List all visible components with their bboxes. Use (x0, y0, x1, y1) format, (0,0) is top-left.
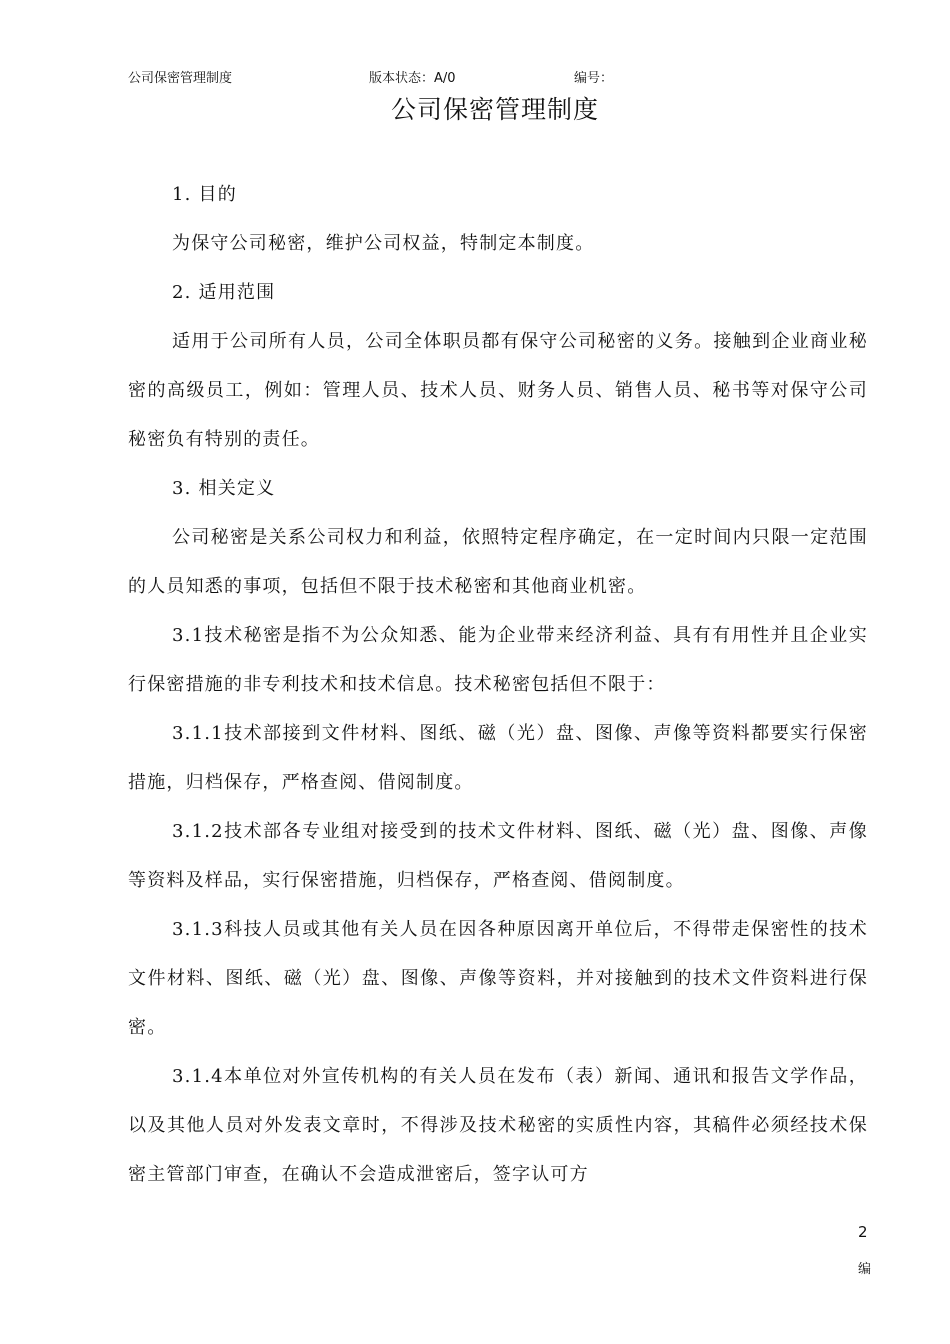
page-number: 2 (858, 1223, 868, 1241)
section-heading-definitions: 3. 相关定义 (172, 478, 276, 499)
paragraph-3-1-2: 3.1.2技术部各专业组对接受到的技术文件材料、图纸、磁（光）盘、图像、声像等资料及样品，实行保密措施，归档保存，严格查阅、借阅制度。 (128, 821, 868, 891)
page-header (128, 69, 828, 89)
paragraph-3-1-1: 3.1.1技术部接到文件材料、图纸、磁（光）盘、图像、声像等资料都要实行保密措施，归档保存，严格查阅、借阅制度。 (128, 723, 868, 793)
footer-text: 编 (858, 1262, 872, 1277)
paragraph-3-1-3: 3.1.3科技人员或其他有关人员在因各种原因离开单位后，不得带走保密性的技术文件材料、图纸、磁（光）盘、图像、声像等资料，并对接触到的技术文件资料进行保密。 (128, 919, 868, 1038)
document-title: 公司保密管理制度 (390, 95, 599, 124)
header-number-label: 编号： (574, 71, 614, 86)
paragraph-3-1-technical-secret: 3.1技术秘密是指不为公众知悉、能为企业带来经济利益、具有有用性并且企业实行保密措施的非专利技术和技术信息。技术秘密包括但不限于： (128, 625, 868, 695)
header-version-status: 版本状态：A/0 (369, 71, 456, 86)
header-document-name: 公司保密管理制度 (128, 71, 233, 86)
section-heading-scope: 2. 适用范围 (172, 282, 276, 303)
paragraph-3-1-4: 3.1.4本单位对外宣传机构的有关人员在发布（表）新闻、通讯和报告文学作品，以及其他人员对外发表文章时，不得涉及技术秘密的实质性内容，其稿件必须经技术保密主管部门审查，在确认不会造成泄密后，签字认可方 (128, 1066, 868, 1185)
paragraph-scope: 适用于公司所有人员，公司全体职员都有保守公司秘密的义务。接触到企业商业秘密的高级员工，例如：管理人员、技术人员、财务人员、销售人员、秘书等对保守公司秘密负有特别的责任。 (128, 331, 868, 450)
document-body (128, 170, 868, 1199)
paragraph-definition-company-secret: 公司秘密是关系公司权力和利益，依照特定程序确定，在一定时间内只限一定范围的人员知悉的事项，包括但不限于技术秘密和其他商业机密。 (128, 527, 868, 597)
paragraph-purpose: 为保守公司秘密，维护公司权益，特制定本制度。 (172, 233, 595, 254)
section-heading-purpose: 1. 目的 (172, 184, 237, 205)
